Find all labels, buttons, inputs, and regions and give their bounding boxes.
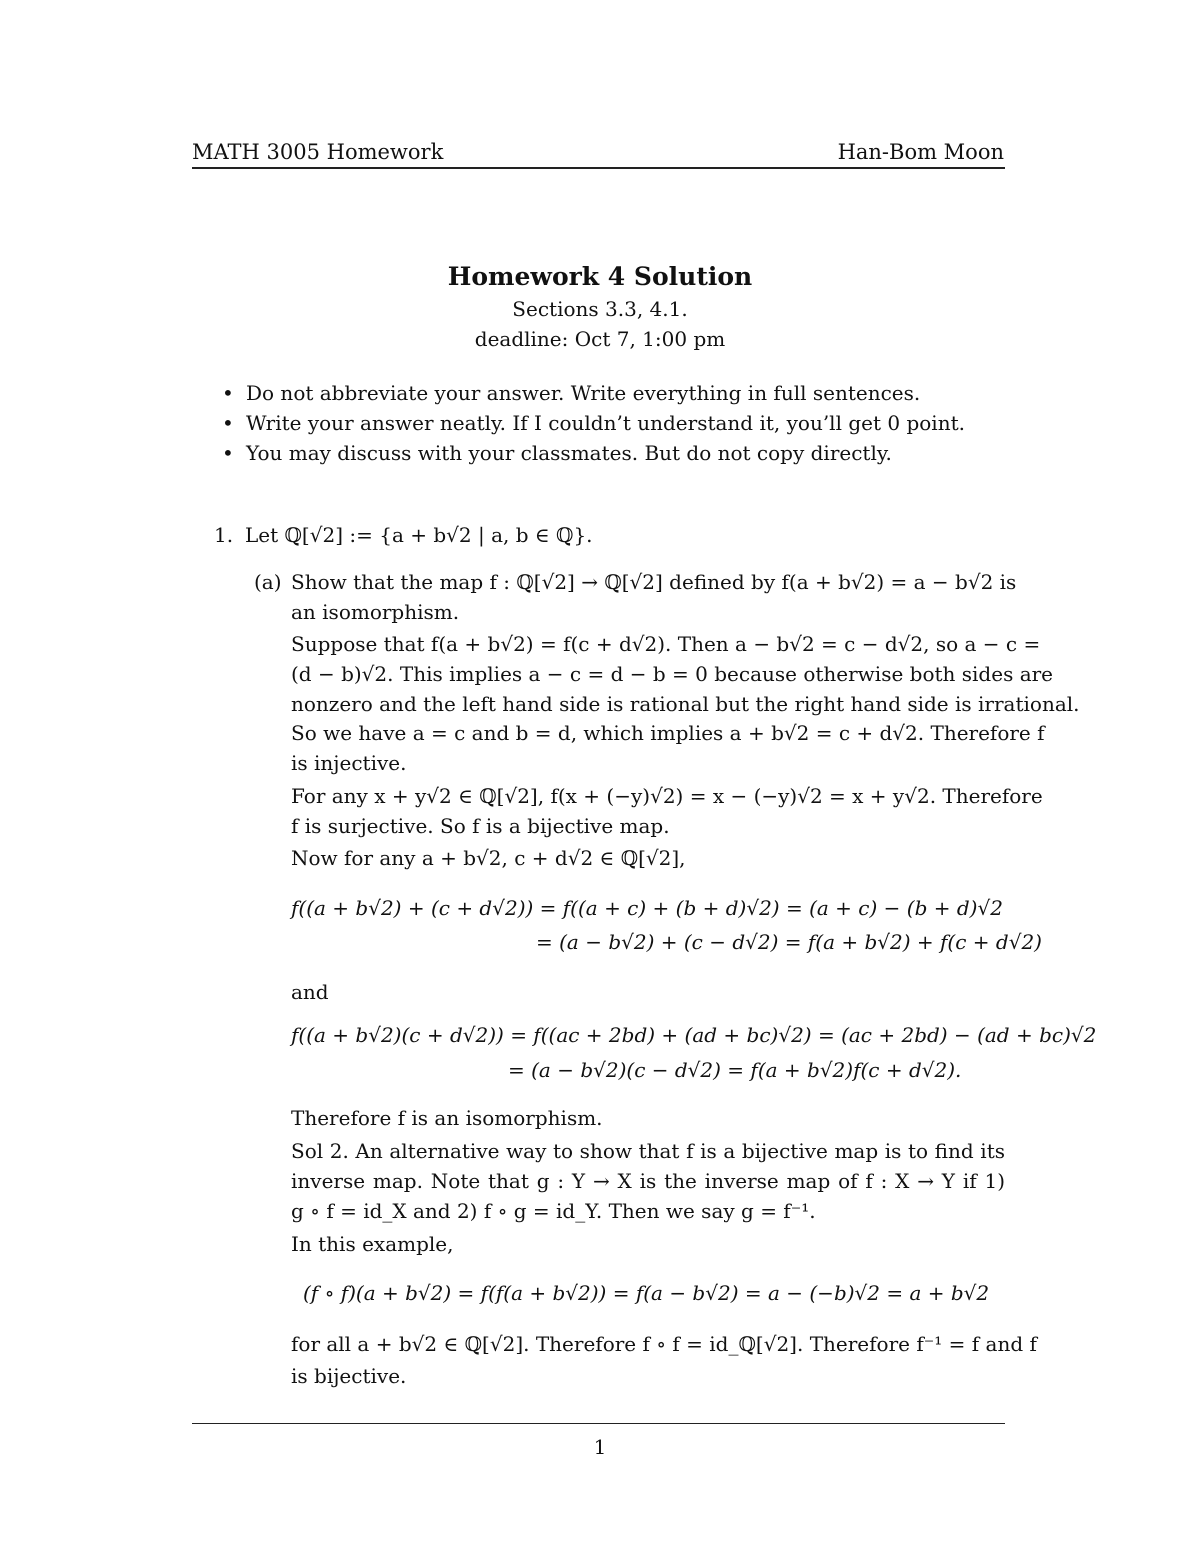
problem-statement: Let ℚ[√2] := {a + b√2 | a, b ∈ ℚ}. [245,523,593,547]
header-course: MATH 3005 Homework [192,140,444,164]
equation-multiplicative-1: f((a + b√2)(c + d√2)) = f((ac + 2bd) + (ad + bc)√2) = (ac + 2bd) − (ad + bc)√2 [291,1023,1097,1047]
rule-item: • Write your answer neatly. If I couldn’t understand it, you’ll get 0 point. [222,408,965,438]
solution-line: Show that the map f : ℚ[√2] → ℚ[√2] defined by f(a + b√2) = a − b√2 is [291,570,1017,594]
solution-line: Sol 2. An alternative way to show that f is a bijective map is to find its [291,1139,1005,1163]
footer-rule [192,1423,1005,1424]
problem-number: 1. [214,523,234,547]
equation-multiplicative-2: = (a − b√2)(c − d√2) = f(a + b√2)f(c + d√2). [508,1058,962,1082]
deadline-line: deadline: Oct 7, 1:00 pm [474,327,726,351]
sections-line: Sections 3.3, 4.1. [512,297,688,321]
rules-list [222,378,965,468]
solution-line: So we have a = c and b = d, which implies a + b√2 = c + d√2. Therefore f [291,721,1045,745]
equation-additive-2: = (a − b√2) + (c − d√2) = f(a + b√2) + f(c + d√2) [536,930,1042,954]
equation-inverse: (f ∘ f)(a + b√2) = f(f(a + b√2)) = f(a − b√2) = a − (−b)√2 = a + b√2 [303,1281,990,1305]
page-number: 1 [593,1435,607,1459]
part-a-label: (a) [254,570,282,594]
solution-line: inverse map. Note that g : Y → X is the inverse map of f : X → Y if 1) [291,1169,1005,1193]
solution-line: In this example, [291,1232,454,1256]
rule-item: • You may discuss with your classmates. But do not copy directly. [222,438,965,468]
page-title: Homework 4 Solution [447,262,753,291]
header-rule [192,167,1005,169]
solution-line: Therefore f is an isomorphism. [291,1106,603,1130]
solution-line: nonzero and the left hand side is rational but the right hand side is irrational. [291,692,1080,716]
solution-line: g ∘ f = id_X and 2) f ∘ g = id_Y. Then we say g = f⁻¹. [291,1199,816,1223]
solution-line: f is surjective. So f is a bijective map. [291,814,670,838]
solution-line: (d − b)√2. This implies a − c = d − b = 0 because otherwise both sides are [291,662,1054,686]
solution-line: is bijective. [291,1364,407,1388]
solution-line: is injective. [291,751,407,775]
solution-line: an isomorphism. [291,600,460,624]
solution-line: Now for any a + b√2, c + d√2 ∈ ℚ[√2], [291,846,686,870]
rule-item: • Do not abbreviate your answer. Write everything in full sentences. [222,378,965,408]
connector-text: and [291,980,329,1004]
solution-line: for all a + b√2 ∈ ℚ[√2]. Therefore f ∘ f = id_ℚ[√2]. Therefore f⁻¹ = f and f [291,1332,1037,1356]
solution-line: Suppose that f(a + b√2) = f(c + d√2). Then a − b√2 = c − d√2, so a − c = [291,632,1041,656]
header-author: Han-Bom Moon [837,140,1004,164]
equation-additive-1: f((a + b√2) + (c + d√2)) = f((a + c) + (b + d)√2) = (a + c) − (b + d)√2 [291,896,1003,920]
solution-line: For any x + y√2 ∈ ℚ[√2], f(x + (−y)√2) = x − (−y)√2 = x + y√2. Therefore [291,784,1043,808]
